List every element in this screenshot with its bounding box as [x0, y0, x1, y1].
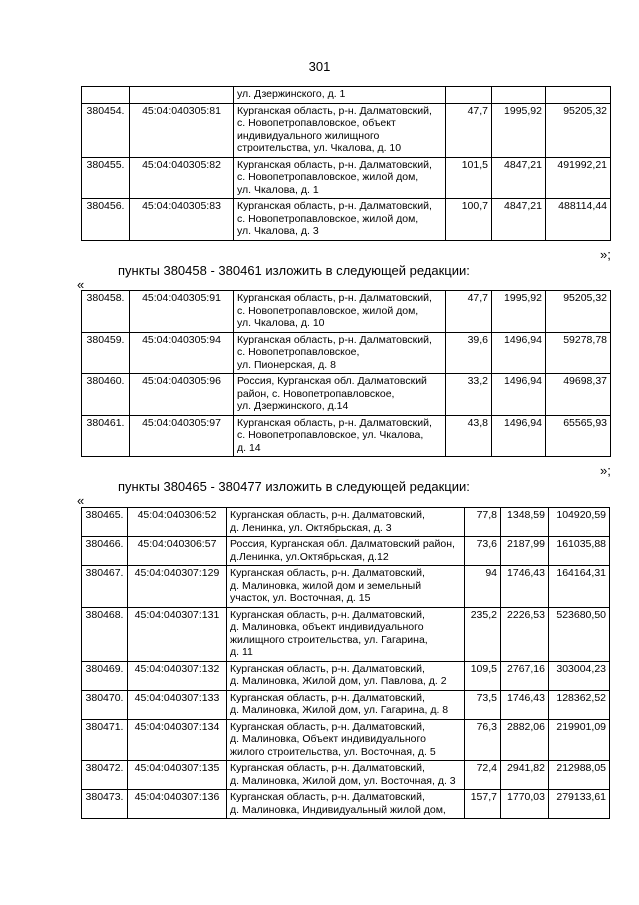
address-line: участок, ул. Восточная, д. 15 — [230, 592, 371, 604]
row-number-cell: 380469. — [82, 661, 128, 690]
table-row — [82, 157, 611, 199]
area-cell: 33,2 — [446, 374, 492, 416]
cadastral-number-cell: 45:04:040307:133 — [128, 690, 227, 719]
address-line: ул. Дзержинского, д.14 — [237, 400, 349, 412]
area-cell — [446, 87, 492, 104]
address-line: ул. Чкалова, д. 1 — [237, 183, 319, 196]
address-line: Курганская область, р-н. Далматовский, — [230, 791, 425, 803]
address-line: ул. Дзержинского, д. 1 — [237, 88, 346, 100]
cadastral-number-cell: 45:04:040305:94 — [130, 332, 234, 374]
row-number-cell: 380466. — [82, 537, 128, 566]
unit-value-cell: 2226,53 — [501, 607, 549, 661]
address-line: д. Ленинка, ул. Октябрьская, д. 3 — [230, 521, 392, 534]
cadastral-value-cell: 219901,09 — [549, 719, 610, 761]
unit-value-cell: 1746,43 — [501, 690, 549, 719]
row-number-cell: 380454. — [82, 103, 130, 157]
unit-value-cell: 4847,21 — [492, 199, 546, 241]
area-cell: 100,7 — [446, 199, 492, 241]
address-line: с. Новопетропавловское, жилой дом, — [237, 304, 419, 317]
cadastral-value-cell: 95205,32 — [546, 291, 611, 333]
address-line: д. 14 — [237, 441, 261, 454]
address-line: д. Малиновка, Индивидуальный жилой дом, — [230, 803, 446, 816]
address-line: Курганская область, р-н. Далматовский, — [237, 292, 432, 304]
address-line: д. Малиновка, Объект индивидуального — [230, 733, 426, 745]
address-cell — [234, 374, 446, 416]
row-number-cell: 380468. — [82, 607, 128, 661]
row-number-cell: 380465. — [82, 508, 128, 537]
closing-quote: »; — [600, 463, 611, 478]
unit-value-cell: 1496,94 — [492, 332, 546, 374]
table-row — [82, 719, 610, 761]
address-cell — [227, 661, 465, 690]
address-line: д. Малиновка, Жилой дом, ул. Гагарина, д. 8 — [230, 704, 449, 716]
address-line: д. Малиновка, Жилой дом, ул. Павлова, д. 2 — [230, 675, 447, 687]
opening-quote: « — [77, 277, 85, 292]
address-line: д.Ленинка, ул.Октябрьская, д.12 — [230, 550, 389, 563]
address-line: д. 11 — [230, 646, 253, 658]
cadastral-number-cell: 45:04:040305:91 — [130, 291, 234, 333]
table-row — [82, 291, 611, 333]
amendment-paragraph: пункты 380458 - 380461 изложить в следующей редакции: — [118, 263, 470, 278]
closing-quote: »; — [600, 247, 611, 262]
address-line: ул. Чкалова, д. 10 — [237, 317, 325, 329]
address-line: индивидуального жилищного — [237, 129, 380, 142]
table-row — [82, 199, 611, 241]
address-cell — [234, 291, 446, 333]
cadastral-number-cell: 45:04:040305:83 — [130, 199, 234, 241]
page-number: 301 — [308, 59, 331, 74]
cadastral-value-cell: 95205,32 — [546, 103, 611, 157]
area-cell: 109,5 — [465, 661, 501, 690]
address-line: с. Новопетропавловское, жилой дом, — [237, 212, 419, 225]
address-line: Курганская область, р-н. Далматовский, — [237, 416, 432, 429]
area-cell: 235,2 — [465, 607, 501, 661]
area-cell: 76,3 — [465, 719, 501, 761]
address-line: Курганская область, р-н. Далматовский, — [230, 720, 425, 733]
address-cell — [227, 690, 465, 719]
cadastral-number-cell: 45:04:040307:131 — [128, 607, 227, 661]
address-line: Курганская область, р-н. Далматовский, — [230, 509, 425, 521]
row-number-cell: 380458. — [82, 291, 130, 333]
property-table-2 — [81, 290, 611, 457]
row-number-cell: 380461. — [82, 415, 130, 457]
cadastral-number-cell: 45:04:040306:57 — [128, 537, 227, 566]
address-cell — [227, 761, 465, 790]
unit-value-cell: 1746,43 — [501, 566, 549, 608]
cadastral-value-cell: 303004,23 — [549, 661, 610, 690]
cadastral-number-cell: 45:04:040306:52 — [128, 508, 227, 537]
table-row — [82, 537, 610, 566]
cadastral-value-cell: 212988,05 — [549, 761, 610, 790]
unit-value-cell: 1995,92 — [492, 291, 546, 333]
address-line: ул. Чкалова, д. 3 — [237, 225, 319, 237]
cadastral-value-cell: 164164,31 — [549, 566, 610, 608]
address-cell — [234, 103, 446, 157]
address-cell — [234, 415, 446, 457]
address-cell — [227, 790, 465, 819]
address-line: с. Новопетропавловское, ул. Чкалова, — [237, 429, 424, 441]
unit-value-cell — [492, 87, 546, 104]
address-cell — [227, 537, 465, 566]
area-cell: 77,8 — [465, 508, 501, 537]
address-line: Курганская область, р-н. Далматовский, — [230, 762, 425, 774]
row-number-cell: 380460. — [82, 374, 130, 416]
cadastral-value-cell: 49698,37 — [546, 374, 611, 416]
row-number-cell — [82, 87, 130, 104]
address-cell — [234, 87, 446, 104]
address-line: Курганская область, р-н. Далматовский, — [237, 158, 432, 171]
unit-value-cell: 2187,99 — [501, 537, 549, 566]
address-line: Курганская область, р-н. Далматовский, — [230, 608, 425, 621]
cadastral-value-cell: 279133,61 — [549, 790, 610, 819]
cadastral-number-cell: 45:04:040307:129 — [128, 566, 227, 608]
address-cell — [234, 199, 446, 241]
address-line: Курганская область, р-н. Далматовский, — [230, 691, 425, 704]
address-cell — [227, 508, 465, 537]
property-table-3 — [81, 507, 610, 819]
area-cell: 43,8 — [446, 415, 492, 457]
unit-value-cell: 2882,06 — [501, 719, 549, 761]
area-cell: 47,7 — [446, 291, 492, 333]
area-cell: 101,5 — [446, 157, 492, 199]
unit-value-cell: 1496,94 — [492, 415, 546, 457]
opening-quote: « — [77, 493, 85, 508]
row-number-cell: 380455. — [82, 157, 130, 199]
cadastral-number-cell — [130, 87, 234, 104]
table-row — [82, 103, 611, 157]
property-table-1 — [81, 86, 611, 241]
address-cell — [227, 607, 465, 661]
table-row — [82, 761, 610, 790]
row-number-cell: 380471. — [82, 719, 128, 761]
cadastral-value-cell: 128362,52 — [549, 690, 610, 719]
area-cell: 73,6 — [465, 537, 501, 566]
table-row — [82, 374, 611, 416]
unit-value-cell: 2941,82 — [501, 761, 549, 790]
address-line: Курганская область, р-н. Далматовский, — [230, 662, 425, 675]
area-cell: 94 — [465, 566, 501, 608]
cadastral-number-cell: 45:04:040307:132 — [128, 661, 227, 690]
row-number-cell: 380470. — [82, 690, 128, 719]
table-row — [82, 508, 610, 537]
unit-value-cell: 1770,03 — [501, 790, 549, 819]
address-cell — [227, 566, 465, 608]
area-cell: 72,4 — [465, 761, 501, 790]
table-row — [82, 661, 610, 690]
unit-value-cell: 1348,59 — [501, 508, 549, 537]
table-row — [82, 607, 610, 661]
cadastral-value-cell — [546, 87, 611, 104]
cadastral-number-cell: 45:04:040305:96 — [130, 374, 234, 416]
address-cell — [227, 719, 465, 761]
address-line: с. Новопетропавловское, — [237, 346, 360, 358]
row-number-cell: 380473. — [82, 790, 128, 819]
area-cell: 157,7 — [465, 790, 501, 819]
cadastral-value-cell: 523680,50 — [549, 607, 610, 661]
row-number-cell: 380467. — [82, 566, 128, 608]
cadastral-number-cell: 45:04:040307:136 — [128, 790, 227, 819]
cadastral-value-cell: 488114,44 — [546, 199, 611, 241]
cadastral-number-cell: 45:04:040305:97 — [130, 415, 234, 457]
address-line: жилого строительства, ул. Восточная, д. 5 — [230, 745, 436, 758]
address-line: район, с. Новопетропавловское, — [237, 387, 395, 400]
cadastral-value-cell: 161035,88 — [549, 537, 610, 566]
address-line: строительства, ул. Чкалова, д. 10 — [237, 142, 402, 154]
cadastral-value-cell: 65565,93 — [546, 415, 611, 457]
unit-value-cell: 1995,92 — [492, 103, 546, 157]
address-cell — [234, 332, 446, 374]
cadastral-value-cell: 59278,78 — [546, 332, 611, 374]
area-cell: 73,5 — [465, 690, 501, 719]
address-line: Курганская область, р-н. Далматовский, — [230, 567, 425, 579]
address-cell — [234, 157, 446, 199]
table-row — [82, 415, 611, 457]
row-number-cell: 380459. — [82, 332, 130, 374]
row-number-cell: 380456. — [82, 199, 130, 241]
address-line: с. Новопетропавловское, объект — [237, 117, 396, 129]
unit-value-cell: 2767,16 — [501, 661, 549, 690]
area-cell: 47,7 — [446, 103, 492, 157]
row-number-cell: 380472. — [82, 761, 128, 790]
address-line: Курганская область, р-н. Далматовский, — [237, 200, 432, 212]
cadastral-number-cell: 45:04:040307:135 — [128, 761, 227, 790]
table-row — [82, 87, 611, 104]
address-line: д. Малиновка, Жилой дом, ул. Восточная, д. 3 — [230, 774, 456, 787]
cadastral-number-cell: 45:04:040305:82 — [130, 157, 234, 199]
address-line: жилищного строительства, ул. Гагарина, — [230, 633, 428, 646]
cadastral-number-cell: 45:04:040305:81 — [130, 103, 234, 157]
unit-value-cell: 4847,21 — [492, 157, 546, 199]
address-line: с. Новопетропавловское, жилой дом, — [237, 171, 419, 183]
unit-value-cell: 1496,94 — [492, 374, 546, 416]
area-cell: 39,6 — [446, 332, 492, 374]
cadastral-number-cell: 45:04:040307:134 — [128, 719, 227, 761]
cadastral-value-cell: 491992,21 — [546, 157, 611, 199]
address-line: д. Малиновка, жилой дом и земельный — [230, 579, 422, 592]
address-line: Курганская область, р-н. Далматовский, — [237, 104, 432, 117]
amendment-paragraph: пункты 380465 - 380477 изложить в следующей редакции: — [118, 479, 470, 494]
address-line: ул. Пионерская, д. 8 — [237, 358, 336, 371]
table-row — [82, 790, 610, 819]
address-line: Россия, Курганская обл. Далматовский район, — [230, 538, 455, 550]
table-row — [82, 690, 610, 719]
cadastral-value-cell: 104920,59 — [549, 508, 610, 537]
table-row — [82, 332, 611, 374]
address-line: д. Малиновка, объект индивидуального — [230, 621, 424, 633]
address-line: Россия, Курганская обл. Далматовский — [237, 375, 427, 387]
address-line: Курганская область, р-н. Далматовский, — [237, 333, 432, 346]
table-row — [82, 566, 610, 608]
